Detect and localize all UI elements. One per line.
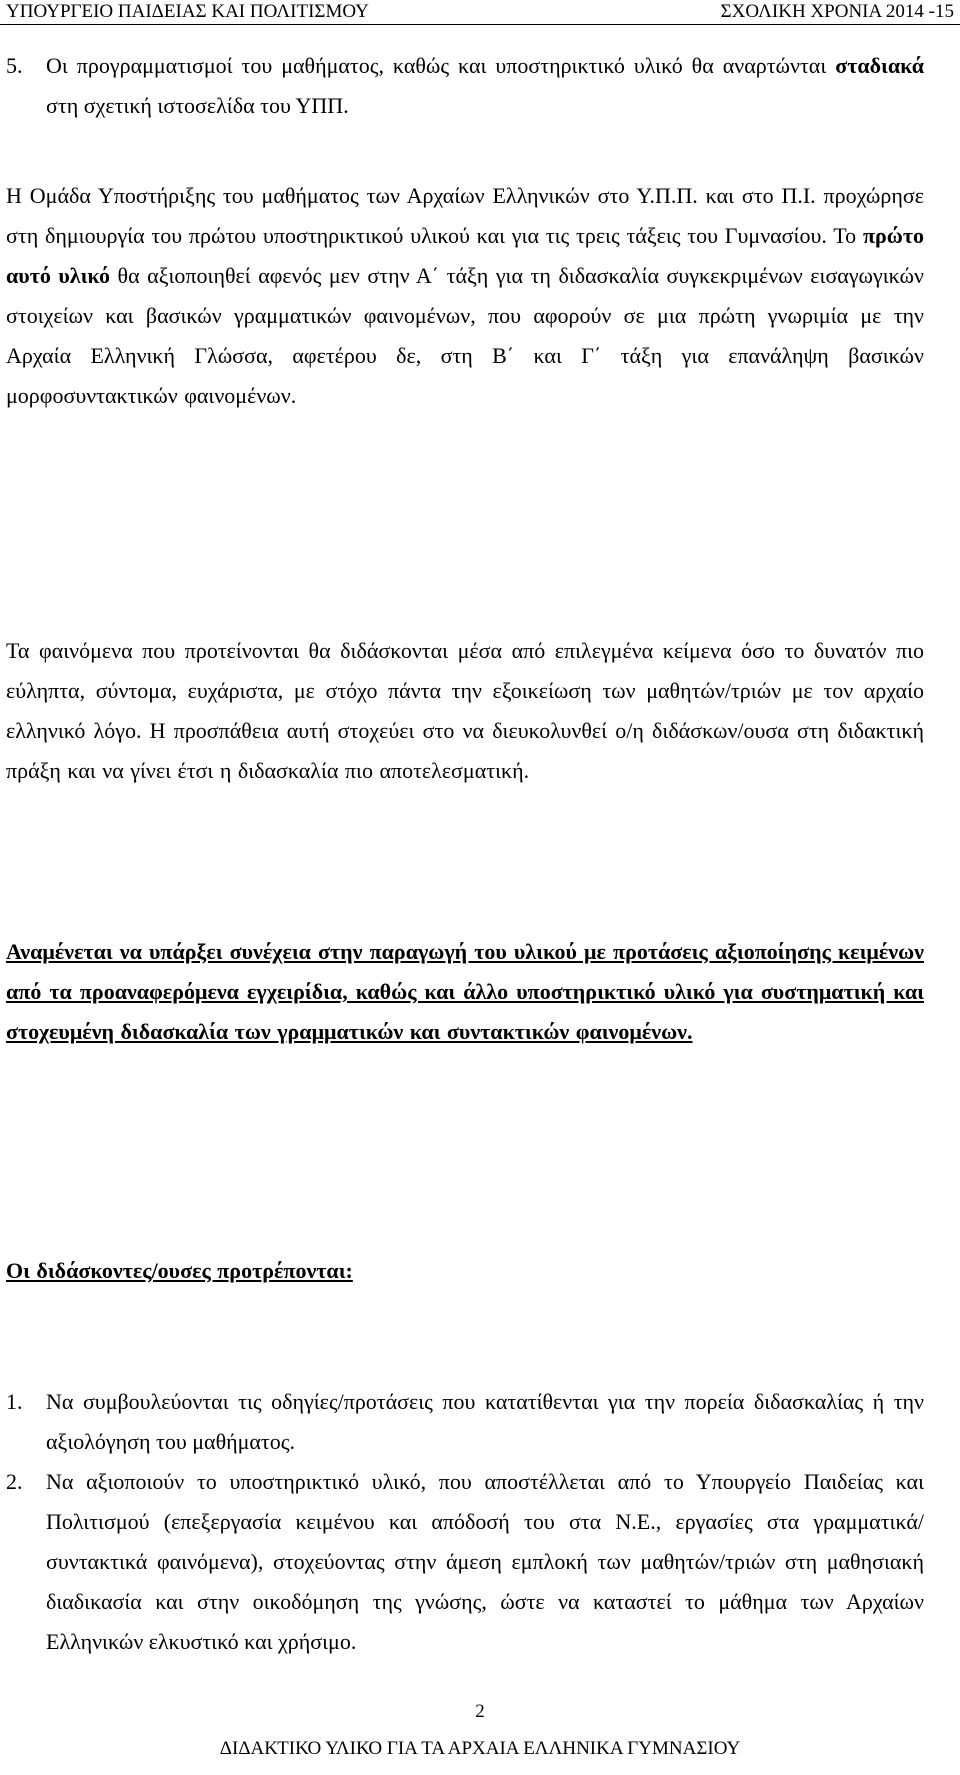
page-header: [0, 0, 960, 25]
page-number: 2: [475, 1701, 485, 1722]
list-item-1: [6, 1382, 924, 1462]
section-heading: Οι διδάσκοντες/ουσες προτρέπονται:: [6, 1258, 353, 1283]
list-item-5: [6, 46, 924, 126]
header-school-year: ΣΧΟΛΙΚΗ ΧΡΟΝΙΑ 2014 -15: [720, 1, 954, 22]
list-text: Οι προγραμματισμοί του μαθήματος, καθώς και υποστηρικτικό υλικό θα αναρτώνται σταδιακά στη σχετική ιστοσελίδα του ΥΠΠ.: [46, 53, 924, 118]
list-number: 1.: [6, 1389, 23, 1414]
paragraph-continuation: Αναμένεται να υπάρξει συνέχεια στην παραγωγή του υλικού με προτάσεις αξιοποίησης κειμένων από τα προαναφερόμενα εγχειρίδια, καθώς και άλλο υποστηρικτικό υλικό για συστηματική και στοχευμένη διδασκαλία των γραμματικών και συντακτικών φαινομένων.: [6, 939, 924, 1044]
list-text: Να αξιοποιούν το υποστηρικτικό υλικό, που αποστέλλεται από το Υπουργείο Παιδείας και Πολιτισμού (επεξεργασία κειμένου και απόδοσή του στα Ν.Ε., εργασίες στα γραμματικά/συντακτικά φαινόμενα), στοχεύοντας στην άμεση εμπλοκή των μαθητών/τριών στη μαθησιακή διαδικασία και στην οικοδόμηση της γνώσης, ώστε να καταστεί το μάθημα των Αρχαίων Ελληνικών ελκυστικό και χρήσιμο.: [46, 1469, 924, 1654]
list-item-2: [6, 1462, 924, 1662]
list-number: 2.: [6, 1469, 23, 1494]
list-text: Να συμβουλεύονται τις οδηγίες/προτάσεις που κατατίθενται για την πορεία διδασκαλίας ή την αξιολόγηση του μαθήματος.: [46, 1389, 924, 1454]
list-number: 5.: [6, 53, 23, 78]
header-ministry: ΥΠΟΥΡΓΕΙΟ ΠΑΙΔΕΙΑΣ ΚΑΙ ΠΟΛΙΤΙΣΜΟΥ: [6, 1, 369, 22]
paragraph-phenomena: Τα φαινόμενα που προτείνονται θα διδάσκονται μέσα από επιλεγμένα κείμενα όσο το δυνατόν πιο εύληπτα, σύντομα, ευχάριστα, με στόχο πάντα την εξοικείωση των μαθητών/τριών με τον αρχαίο ελληνικό λόγο. Η προσπάθεια αυτή στοχεύει στο να διευκολυνθεί ο/η διδάσκων/ουσα στη διδακτική πράξη και να γίνει έτσι η διδασκαλία πιο αποτελεσματική.: [6, 638, 924, 783]
footer-title: ΔΙΔΑΚΤΙΚΟ ΥΛΙΚΟ ΓΙΑ ΤΑ ΑΡΧΑΙΑ ΕΛΛΗΝΙΚΑ ΓΥΜΝΑΣΙΟΥ: [219, 1738, 741, 1759]
paragraph-support-team: Η Ομάδα Υποστήριξης του μαθήματος των Αρχαίων Ελληνικών στο Υ.Π.Π. και στο Π.Ι. προχώρησε στη δημιουργία του πρώτου υποστηρικτικού υλικού και για τις τρεις τάξεις του Γυμνασίου. Το πρώτο αυτό υλικό θα αξιοποιηθεί αφενός μεν στην Α΄ τάξη για τη διδασκαλία συγκεκριμένων εισαγωγικών στοιχείων και βασικών γραμματικών φαινομένων, που αφορούν σε μια πρώτη γνωριμία με την Αρχαία Ελληνική Γλώσσα, αφετέρου δε, στη Β΄ και Γ΄ τάξη για επανάληψη βασικών μορφοσυντακτικών φαινομένων.: [6, 183, 924, 408]
